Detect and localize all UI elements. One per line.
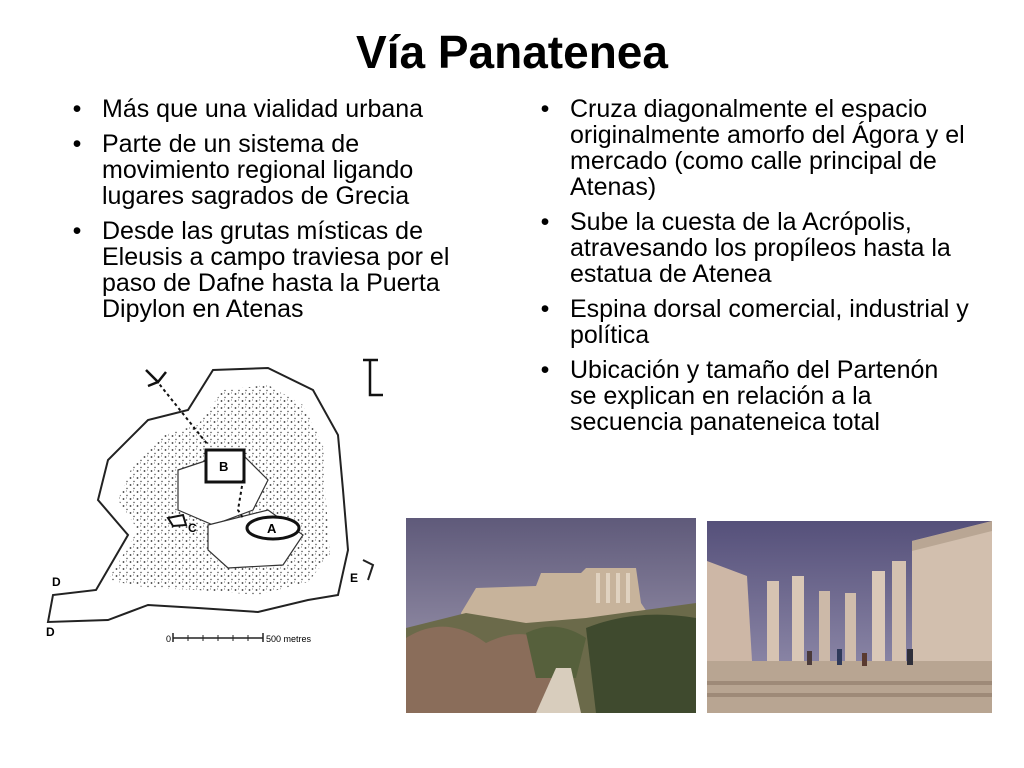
bullet-text: Ubicación y tamaño del Partenón se explican en relación a la secuencia panateneica total: [570, 356, 939, 436]
map-label-d2: D: [46, 625, 55, 639]
bullet-marker: •: [540, 208, 550, 236]
acropolis-path-photo: [406, 518, 696, 713]
map-label-d1: D: [52, 575, 61, 589]
map-label-b: B: [219, 459, 229, 474]
bullet-item: [62, 96, 482, 122]
scale-zero-label: 0: [166, 634, 172, 644]
athens-map: [38, 350, 388, 650]
bullet-text: Desde las grutas místicas de Eleusis a campo traviesa por el paso de Dafne hasta la Puerta Dipylon en Atenas: [102, 217, 450, 323]
bullet-item: [62, 218, 482, 322]
bullet-marker: •: [540, 95, 550, 123]
slide-title: Vía Panatenea: [356, 26, 668, 78]
bullet-marker: •: [72, 217, 82, 245]
bullet-text: Parte de un sistema de movimiento regional ligando lugares sagrados de Grecia: [102, 130, 414, 210]
bullet-marker: •: [540, 356, 550, 384]
bullet-item: [530, 209, 970, 287]
bullet-item: [530, 357, 970, 435]
right-bullet-list: [530, 96, 970, 444]
scale-bar: [173, 633, 263, 642]
map-label-e: E: [350, 571, 359, 585]
route-arrow-icon: [146, 370, 166, 386]
map-label-c: C: [188, 521, 197, 535]
north-arrow-icon: [363, 360, 383, 395]
left-bullet-list: [62, 96, 482, 331]
map-label-a: A: [267, 521, 277, 536]
bullet-marker: •: [540, 295, 550, 323]
bullet-item: [530, 296, 970, 348]
bullet-marker: •: [72, 95, 82, 123]
bullet-text: Más que una vialidad urbana: [102, 95, 424, 123]
bullet-marker: •: [72, 130, 82, 158]
bullet-text: Sube la cuesta de la Acrópolis, atravesando los propíleos hasta la estatua de Atenea: [570, 208, 951, 288]
bullet-item: [530, 96, 970, 200]
scale-unit-label: 500 metres: [266, 634, 312, 644]
bullet-text: Cruza diagonalmente el espacio originalmente amorfo del Ágora y el mercado (como calle principal de Atenas): [570, 95, 965, 201]
bullet-item: [62, 131, 482, 209]
bullet-text: Espina dorsal comercial, industrial y política: [570, 295, 969, 349]
propylaea-photo: [707, 521, 992, 713]
